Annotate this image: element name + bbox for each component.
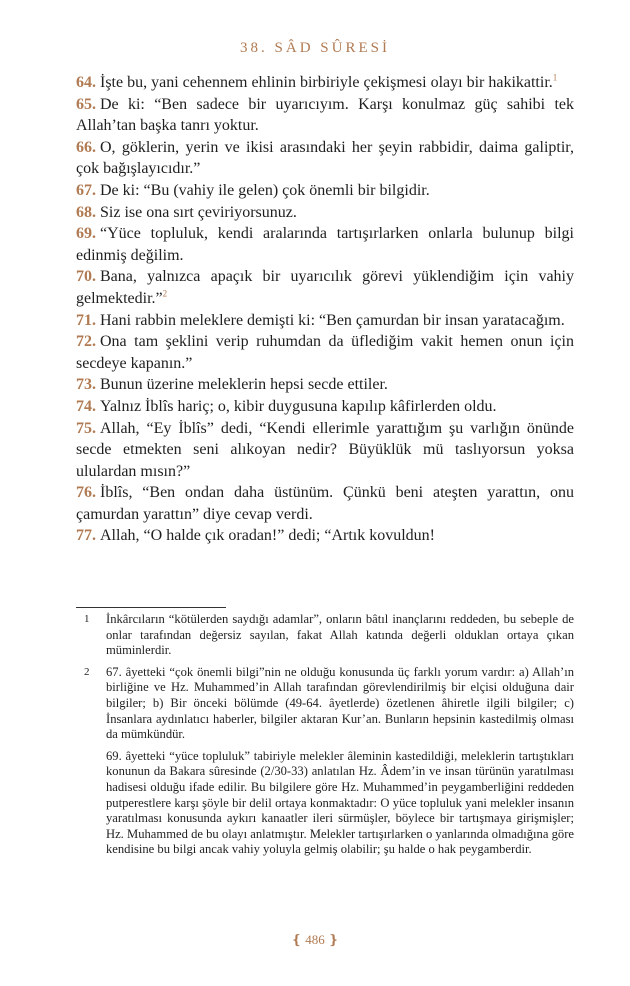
verse-text: “Yüce topluluk, kendi aralarında tartışırlarken onlarla bulunup bilgi edinmiş değilim. [76,225,574,264]
verse-number: 69. [76,225,96,243]
footnote-list [76,612,574,864]
verse [76,72,574,94]
verse-text: Yalnız İblîs hariç; o, kibir duygusuna kapılıp kâfirlerden oldu. [100,397,497,415]
verse-text: Bana, yalnızca apaçık bir uyarıcılık görevi yüklendiğim için vahiy gelmektedir.” [76,268,574,307]
footnote-text: 69. âyetteki “yüce topluluk” tabiriyle melekler âleminin kastedildiği, meleklerin tartıştıkları konunun da Bakara sûresinde (2/30-33) anlatılan Hz. Âdem’in ve insan türünün yaratılması hadisesi olduğu ifade edilir. Bu bilgilere göre Hz. Muhammed’in peygamberliğini reddeden putperestlere karşı şöyle bir delil ortaya konmaktadır: O yüce topluluk yani melekler insanın yaratılması konusunda aykırı kanaatler ileri sürmüşler, böylece bir tartışmaya girişmişler; Hz. Muhammed de bu olayı anlatmıştır. Melekler tartışırlarken o yanlarında olmadığına göre kendisine bu bilgi ancak vahiy yoluyla gelmiş olabilir; şu halde o hak peygamberdir. [106,748,574,857]
ornament-left-icon: ❴ [291,932,302,947]
verse [76,137,574,180]
page-number: 486 [305,932,325,947]
verse [76,331,574,374]
verse [76,266,574,309]
verse [76,223,574,266]
verse [76,418,574,483]
verse-text: Allah, “Ey İblîs” dedi, “Kendi ellerimle yarattığım şu varlığın önünde secde etmekten seni alıkoyan nedir? Büyüklük mü taslıyorsun yoksa ululardan mısın?” [76,419,574,480]
verse-text: De ki: “Ben sadece bir uyarıcıyım. Karşı konulmaz güç sahibi tek Allah’tan başka tanrı yoktur. [76,95,574,135]
verse-number: 65. [76,95,96,113]
verse-number: 67. [76,181,96,199]
footnote-reference[interactable]: 2 [162,288,168,299]
verse-text: Bunun üzerine meleklerin hepsi secde ettiler. [100,376,388,394]
verse [76,525,574,547]
verse-text: İşte bu, yani cehennem ehlinin birbiriyle çekişmesi olayı bir hakikattir. [100,74,553,91]
ornament-right-icon: ❵ [328,932,339,947]
page-footer [0,932,630,948]
verse-number: 71. [76,311,96,329]
verse-list [76,72,574,547]
verse-text: O, göklerin, yerin ve ikisi arasındaki her şeyin rabbidir, daima galiptir, çok bağışlayıcıdır.” [76,138,574,178]
verse-number: 76. [76,484,96,502]
verse-number: 72. [76,333,96,351]
verse-number: 70. [76,268,96,286]
verse-number: 74. [76,397,96,415]
verse-number: 77. [76,527,96,545]
verse [76,310,574,332]
verse-text: De ki: “Bu (vahiy ile gelen) çok önemli bir bilgidir. [100,181,430,199]
verse-text: Allah, “O halde çık oradan!” dedi; “Artık kovuldun! [100,527,435,545]
verse-number: 66. [76,138,96,156]
verse-number: 75. [76,419,96,437]
footnote [76,665,574,858]
verse-text: Ona tam şeklini verip ruhumdan da üflediğim vakit hemen onun için secdeye kapanın.” [76,333,574,372]
footnote-reference[interactable]: 1 [552,72,558,83]
footnote-number: 2 [84,665,90,678]
verse [76,374,574,396]
footnote [76,612,574,659]
verse [76,180,574,202]
verse-text: Hani rabbin meleklere demişti ki: “Ben çamurdan bir insan yaratacağım. [100,311,565,329]
footnote-text: 67. âyetteki “çok önemli bilgi”nin ne olduğu konusunda üç farklı yorum vardır: a) Allah’ın birliğine ve Hz. Muhammed’in Allah tarafından görevlendirilmiş bir elçisi olduğuna dair bilgiler; b) Bir önceki bölümde (49-64. âyetlerde) özetlenen âhiretle ilgili bilgiler; c) İnsanlara aydınlatıcı haberler, bilgiler aktaran Kur’an. Bunların hepsinin kastedilmiş olması da mümkündür. [106,664,574,742]
verse-text: İblîs, “Ben ondan daha üstünüm. Çünkü beni ateşten yarattın, onu çamurdan yarattın” diye cevap verdi. [76,484,574,523]
verse [76,94,574,137]
verse-number: 68. [76,203,96,221]
footnote-number: 1 [84,613,90,625]
footnote-divider [76,607,226,608]
verse-number: 64. [76,74,96,91]
verse [76,202,574,224]
verse-number: 73. [76,376,96,394]
footnote-text: İnkârcıların “kötülerden saydığı adamlar”, onların bâtıl inançlarını reddeden, bu sebeple de onlar tarafından değersiz sayılan, fakat Allah katında değerli olduklan ortaya çıkan müminlerdir. [106,612,574,658]
verse [76,396,574,418]
verse [76,482,574,525]
verse-text: Siz ise ona sırt çeviriyorsunuz. [100,203,297,221]
page-header: 38. SÂD SÛRESİ [240,40,390,56]
